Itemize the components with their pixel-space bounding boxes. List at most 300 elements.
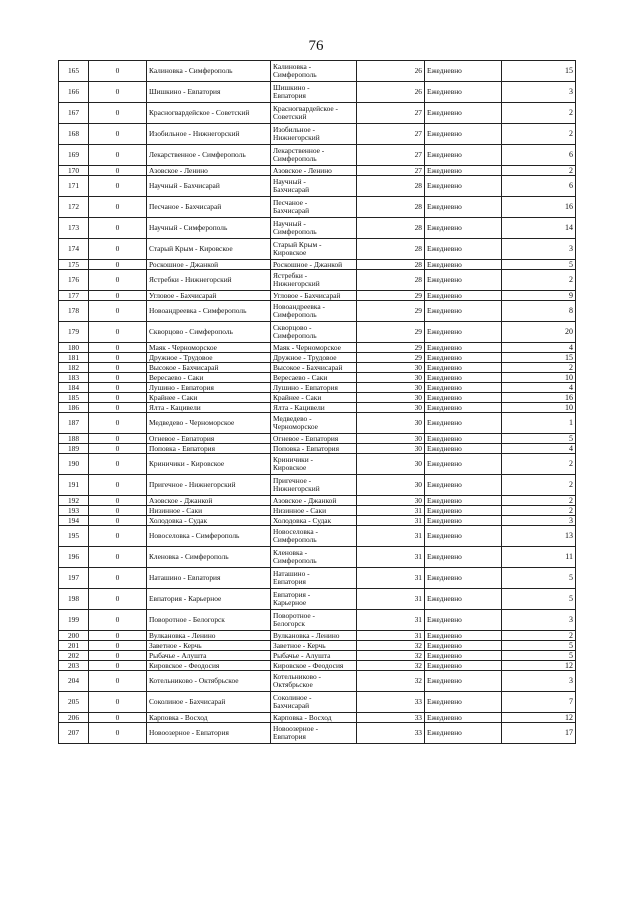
trips-cell: 13 — [502, 526, 576, 547]
distance-cell: 28 — [357, 176, 425, 197]
route-name-cell: Калиновка - Симферополь — [147, 61, 271, 82]
stops-line: Вересаево - Саки — [273, 372, 328, 382]
frequency-cell: Ежедневно — [425, 651, 502, 661]
zero-cell: 0 — [89, 434, 147, 444]
stops-line: Кировское — [273, 463, 307, 472]
row-number-cell: 169 — [59, 145, 89, 166]
route-name-cell: Наташино - Евпатория — [147, 568, 271, 589]
stops-cell — [271, 506, 357, 516]
stops-cell — [271, 393, 357, 403]
trips-cell: 10 — [502, 403, 576, 413]
frequency-cell: Ежедневно — [425, 260, 502, 270]
distance-cell: 31 — [357, 610, 425, 631]
stops-line: Заветное - Керчь — [273, 640, 326, 650]
row-number-cell: 195 — [59, 526, 89, 547]
trips-cell: 5 — [502, 260, 576, 270]
stops-line: Криничики - — [273, 455, 314, 464]
route-name-cell: Заветное - Керчь — [147, 641, 271, 651]
stops-line: Новоозерное - — [273, 724, 319, 733]
stops-cell — [271, 413, 357, 434]
stops-cell — [271, 103, 357, 124]
stops-line: Ялта - Кацивели — [273, 402, 325, 412]
route-name-cell: Песчаное - Бахчисарай — [147, 197, 271, 218]
row-number-cell: 190 — [59, 454, 89, 475]
stops-line: Котельниково - — [273, 672, 321, 681]
zero-cell: 0 — [89, 526, 147, 547]
stops-line: Советский — [273, 112, 307, 121]
distance-cell: 31 — [357, 631, 425, 641]
stops-cell — [271, 166, 357, 176]
route-name-cell: Соколиное - Бахчисарай — [147, 692, 271, 713]
route-name-cell: Азовское - Ленино — [147, 166, 271, 176]
distance-cell: 33 — [357, 723, 425, 744]
stops-line: Поворотное - — [273, 611, 316, 620]
frequency-cell: Ежедневно — [425, 322, 502, 343]
table-row — [59, 610, 576, 631]
frequency-cell: Ежедневно — [425, 434, 502, 444]
frequency-cell: Ежедневно — [425, 661, 502, 671]
route-name-cell: Лушино - Евпатория — [147, 383, 271, 393]
table-row — [59, 454, 576, 475]
route-name-cell: Кировское - Феодосия — [147, 661, 271, 671]
route-name-cell: Научный - Бахчисарай — [147, 176, 271, 197]
trips-cell: 9 — [502, 291, 576, 301]
trips-cell: 5 — [502, 568, 576, 589]
table-row — [59, 373, 576, 383]
frequency-cell: Ежедневно — [425, 82, 502, 103]
stops-line: Симферополь — [273, 535, 317, 544]
stops-line: Кленовка - — [273, 548, 308, 557]
stops-line: Маяк - Черноморское — [273, 342, 341, 352]
route-name-cell: Крайнее - Саки — [147, 393, 271, 403]
row-number-cell: 177 — [59, 291, 89, 301]
route-name-cell: Вулкановка - Ленино — [147, 631, 271, 641]
frequency-cell: Ежедневно — [425, 454, 502, 475]
stops-line: Научный - — [273, 177, 306, 186]
table-row — [59, 403, 576, 413]
route-name-cell: Высокое - Бахчисарай — [147, 363, 271, 373]
distance-cell: 27 — [357, 103, 425, 124]
frequency-cell: Ежедневно — [425, 526, 502, 547]
row-number-cell: 178 — [59, 301, 89, 322]
table-row — [59, 343, 576, 353]
row-number-cell: 204 — [59, 671, 89, 692]
trips-cell: 2 — [502, 124, 576, 145]
frequency-cell: Ежедневно — [425, 145, 502, 166]
distance-cell: 30 — [357, 444, 425, 454]
distance-cell: 29 — [357, 301, 425, 322]
frequency-cell: Ежедневно — [425, 631, 502, 641]
row-number-cell: 206 — [59, 713, 89, 723]
stops-line: Симферополь — [273, 331, 317, 340]
route-name-cell: Пригечное - Нижнегорский — [147, 475, 271, 496]
table-row — [59, 383, 576, 393]
table-row — [59, 82, 576, 103]
stops-cell — [271, 692, 357, 713]
table-row — [59, 270, 576, 291]
trips-cell: 6 — [502, 176, 576, 197]
trips-cell: 10 — [502, 373, 576, 383]
stops-line: Шишкино - — [273, 83, 310, 92]
frequency-cell: Ежедневно — [425, 61, 502, 82]
stops-line: Черноморское — [273, 422, 318, 431]
stops-line: Карповка - Восход — [273, 712, 332, 722]
trips-cell: 2 — [502, 363, 576, 373]
trips-cell: 3 — [502, 516, 576, 526]
row-number-cell: 181 — [59, 353, 89, 363]
trips-cell: 14 — [502, 218, 576, 239]
stops-line: Скворцово - — [273, 323, 312, 332]
stops-cell — [271, 454, 357, 475]
zero-cell: 0 — [89, 671, 147, 692]
frequency-cell: Ежедневно — [425, 403, 502, 413]
stops-line: Симферополь — [273, 227, 317, 236]
distance-cell: 30 — [357, 373, 425, 383]
frequency-cell: Ежедневно — [425, 383, 502, 393]
route-name-cell: Новоандреевка - Симферополь — [147, 301, 271, 322]
zero-cell: 0 — [89, 661, 147, 671]
route-name-cell: Изобильное - Нижнегорский — [147, 124, 271, 145]
zero-cell: 0 — [89, 723, 147, 744]
stops-cell — [271, 610, 357, 631]
stops-line: Холодовка - Судак — [273, 515, 332, 525]
frequency-cell: Ежедневно — [425, 393, 502, 403]
stops-line: Медведево - — [273, 414, 312, 423]
stops-line: Лекарственное - — [273, 146, 325, 155]
row-number-cell: 170 — [59, 166, 89, 176]
zero-cell: 0 — [89, 176, 147, 197]
frequency-cell: Ежедневно — [425, 444, 502, 454]
route-name-cell: Шишкино - Евпатория — [147, 82, 271, 103]
stops-cell — [271, 353, 357, 363]
stops-cell — [271, 270, 357, 291]
frequency-cell: Ежедневно — [425, 671, 502, 692]
stops-cell — [271, 373, 357, 383]
distance-cell: 30 — [357, 496, 425, 506]
zero-cell: 0 — [89, 363, 147, 373]
frequency-cell: Ежедневно — [425, 568, 502, 589]
trips-cell: 16 — [502, 197, 576, 218]
stops-cell — [271, 197, 357, 218]
route-name-cell: Ялта - Кацивели — [147, 403, 271, 413]
zero-cell: 0 — [89, 516, 147, 526]
frequency-cell: Ежедневно — [425, 516, 502, 526]
table-row — [59, 547, 576, 568]
route-name-cell: Скворцово - Симферополь — [147, 322, 271, 343]
trips-cell: 15 — [502, 353, 576, 363]
frequency-cell: Ежедневно — [425, 353, 502, 363]
zero-cell: 0 — [89, 496, 147, 506]
trips-cell: 7 — [502, 692, 576, 713]
route-name-cell: Маяк - Черноморское — [147, 343, 271, 353]
stops-line: Угловое - Бахчисарай — [273, 290, 341, 300]
frequency-cell: Ежедневно — [425, 176, 502, 197]
table-row — [59, 692, 576, 713]
frequency-cell: Ежедневно — [425, 270, 502, 291]
stops-line: Низинное - Саки — [273, 505, 327, 515]
stops-cell — [271, 713, 357, 723]
trips-cell: 2 — [502, 506, 576, 516]
stops-line: Научный - — [273, 219, 306, 228]
stops-cell — [271, 291, 357, 301]
table-row — [59, 713, 576, 723]
distance-cell: 30 — [357, 363, 425, 373]
stops-cell — [271, 434, 357, 444]
stops-line: Евпатория — [273, 91, 306, 100]
trips-cell: 2 — [502, 454, 576, 475]
zero-cell: 0 — [89, 103, 147, 124]
stops-line: Бахчисарай — [273, 185, 310, 194]
zero-cell: 0 — [89, 239, 147, 260]
distance-cell: 28 — [357, 260, 425, 270]
row-number-cell: 166 — [59, 82, 89, 103]
stops-cell — [271, 343, 357, 353]
stops-cell — [271, 568, 357, 589]
stops-line: Высокое - Бахчисарай — [273, 362, 343, 372]
route-name-cell: Научный - Симферополь — [147, 218, 271, 239]
stops-line: Рыбачье - Алушта — [273, 650, 331, 660]
zero-cell: 0 — [89, 82, 147, 103]
distance-cell: 32 — [357, 651, 425, 661]
stops-cell — [271, 475, 357, 496]
row-number-cell: 196 — [59, 547, 89, 568]
frequency-cell: Ежедневно — [425, 103, 502, 124]
stops-line: Белогорск — [273, 619, 306, 628]
stops-line: Евпатория - — [273, 590, 311, 599]
distance-cell: 27 — [357, 124, 425, 145]
zero-cell: 0 — [89, 260, 147, 270]
route-name-cell: Рыбачье - Алушта — [147, 651, 271, 661]
stops-line: Октябрьское — [273, 680, 313, 689]
table-row — [59, 353, 576, 363]
stops-line: Дружное - Трудовое — [273, 352, 337, 362]
zero-cell: 0 — [89, 713, 147, 723]
stops-cell — [271, 61, 357, 82]
stops-cell — [271, 260, 357, 270]
row-number-cell: 167 — [59, 103, 89, 124]
route-name-cell: Поповка - Евпатория — [147, 444, 271, 454]
distance-cell: 29 — [357, 353, 425, 363]
distance-cell: 31 — [357, 568, 425, 589]
row-number-cell: 180 — [59, 343, 89, 353]
stops-cell — [271, 239, 357, 260]
table-row — [59, 631, 576, 641]
table-row — [59, 516, 576, 526]
stops-line: Симферополь — [273, 70, 317, 79]
stops-line: Старый Крым - — [273, 240, 322, 249]
stops-line: Нижнегорский — [273, 279, 320, 288]
route-name-cell: Угловое - Бахчисарай — [147, 291, 271, 301]
distance-cell: 30 — [357, 383, 425, 393]
table-row — [59, 661, 576, 671]
table-row — [59, 641, 576, 651]
stops-line: Бахчисарай — [273, 701, 310, 710]
table-row — [59, 475, 576, 496]
frequency-cell: Ежедневно — [425, 218, 502, 239]
stops-cell — [271, 631, 357, 641]
trips-cell: 2 — [502, 631, 576, 641]
trips-cell: 5 — [502, 641, 576, 651]
row-number-cell: 207 — [59, 723, 89, 744]
route-name-cell: Кленовка - Симферополь — [147, 547, 271, 568]
distance-cell: 30 — [357, 454, 425, 475]
route-name-cell: Котельниково - Октябрьское — [147, 671, 271, 692]
stops-line: Наташино - — [273, 569, 310, 578]
zero-cell: 0 — [89, 568, 147, 589]
zero-cell: 0 — [89, 444, 147, 454]
route-name-cell: Ястребки - Нижнегорский — [147, 270, 271, 291]
zero-cell: 0 — [89, 589, 147, 610]
distance-cell: 32 — [357, 661, 425, 671]
zero-cell: 0 — [89, 692, 147, 713]
stops-line: Симферополь — [273, 310, 317, 319]
frequency-cell: Ежедневно — [425, 301, 502, 322]
distance-cell: 31 — [357, 506, 425, 516]
table-row — [59, 393, 576, 403]
route-name-cell: Старый Крым - Кировское — [147, 239, 271, 260]
route-name-cell: Вересаево - Саки — [147, 373, 271, 383]
route-name-cell: Красногвардейское - Советский — [147, 103, 271, 124]
table-row — [59, 197, 576, 218]
frequency-cell: Ежедневно — [425, 610, 502, 631]
stops-cell — [271, 516, 357, 526]
zero-cell: 0 — [89, 610, 147, 631]
stops-cell — [271, 403, 357, 413]
trips-cell: 4 — [502, 343, 576, 353]
trips-cell: 5 — [502, 434, 576, 444]
row-number-cell: 182 — [59, 363, 89, 373]
zero-cell: 0 — [89, 270, 147, 291]
stops-cell — [271, 82, 357, 103]
row-number-cell: 192 — [59, 496, 89, 506]
route-name-cell: Криничики - Кировское — [147, 454, 271, 475]
row-number-cell: 176 — [59, 270, 89, 291]
stops-line: Новоандреевка - — [273, 302, 325, 311]
zero-cell: 0 — [89, 413, 147, 434]
row-number-cell: 198 — [59, 589, 89, 610]
table-row — [59, 526, 576, 547]
zero-cell: 0 — [89, 343, 147, 353]
route-name-cell: Евпатория - Карьерное — [147, 589, 271, 610]
route-name-cell: Лекарственное - Симферополь — [147, 145, 271, 166]
row-number-cell: 202 — [59, 651, 89, 661]
table-row — [59, 723, 576, 744]
zero-cell: 0 — [89, 506, 147, 516]
stops-cell — [271, 661, 357, 671]
stops-line: Симферополь — [273, 556, 317, 565]
distance-cell: 30 — [357, 393, 425, 403]
trips-cell: 6 — [502, 145, 576, 166]
row-number-cell: 191 — [59, 475, 89, 496]
trips-cell: 5 — [502, 589, 576, 610]
row-number-cell: 197 — [59, 568, 89, 589]
distance-cell: 29 — [357, 322, 425, 343]
table-row — [59, 496, 576, 506]
distance-cell: 28 — [357, 239, 425, 260]
stops-line: Нижнегорский — [273, 133, 320, 142]
row-number-cell: 168 — [59, 124, 89, 145]
frequency-cell: Ежедневно — [425, 589, 502, 610]
stops-line: Ястребки - — [273, 271, 308, 280]
route-name-cell: Огневое - Евпатория — [147, 434, 271, 444]
frequency-cell: Ежедневно — [425, 723, 502, 744]
route-name-cell: Низинное - Саки — [147, 506, 271, 516]
row-number-cell: 188 — [59, 434, 89, 444]
zero-cell: 0 — [89, 322, 147, 343]
stops-line: Кировское — [273, 248, 307, 257]
table-row — [59, 589, 576, 610]
table-row — [59, 568, 576, 589]
zero-cell: 0 — [89, 373, 147, 383]
stops-line: Евпатория — [273, 732, 306, 741]
zero-cell: 0 — [89, 641, 147, 651]
table-row — [59, 260, 576, 270]
stops-line: Нижнегорский — [273, 484, 320, 493]
row-number-cell: 185 — [59, 393, 89, 403]
distance-cell: 26 — [357, 61, 425, 82]
trips-cell: 3 — [502, 239, 576, 260]
table-row — [59, 322, 576, 343]
stops-line: Огневое - Евпатория — [273, 433, 339, 443]
trips-cell: 16 — [502, 393, 576, 403]
table-row — [59, 413, 576, 434]
stops-cell — [271, 589, 357, 610]
route-name-cell: Холодовка - Судак — [147, 516, 271, 526]
stops-line: Калиновка - — [273, 62, 312, 71]
table-row — [59, 124, 576, 145]
stops-cell — [271, 363, 357, 373]
table-row — [59, 434, 576, 444]
frequency-cell: Ежедневно — [425, 197, 502, 218]
zero-cell: 0 — [89, 145, 147, 166]
distance-cell: 28 — [357, 197, 425, 218]
frequency-cell: Ежедневно — [425, 166, 502, 176]
zero-cell: 0 — [89, 353, 147, 363]
stops-cell — [271, 218, 357, 239]
zero-cell: 0 — [89, 393, 147, 403]
zero-cell: 0 — [89, 475, 147, 496]
trips-cell: 3 — [502, 671, 576, 692]
row-number-cell: 184 — [59, 383, 89, 393]
row-number-cell: 173 — [59, 218, 89, 239]
zero-cell: 0 — [89, 166, 147, 176]
stops-line: Пригечное - — [273, 476, 312, 485]
frequency-cell: Ежедневно — [425, 239, 502, 260]
stops-line: Евпатория — [273, 577, 306, 586]
route-name-cell: Новоселовка - Симферополь — [147, 526, 271, 547]
stops-line: Песчаное - — [273, 198, 308, 207]
row-number-cell: 183 — [59, 373, 89, 383]
row-number-cell: 165 — [59, 61, 89, 82]
table-row — [59, 291, 576, 301]
trips-cell: 1 — [502, 413, 576, 434]
row-number-cell: 186 — [59, 403, 89, 413]
trips-cell: 8 — [502, 301, 576, 322]
stops-cell — [271, 671, 357, 692]
frequency-cell: Ежедневно — [425, 506, 502, 516]
distance-cell: 27 — [357, 166, 425, 176]
row-number-cell: 193 — [59, 506, 89, 516]
frequency-cell: Ежедневно — [425, 363, 502, 373]
distance-cell: 31 — [357, 547, 425, 568]
row-number-cell: 179 — [59, 322, 89, 343]
route-name-cell: Новоозерное - Евпатория — [147, 723, 271, 744]
zero-cell: 0 — [89, 454, 147, 475]
table-row — [59, 363, 576, 373]
table-row — [59, 166, 576, 176]
distance-cell: 32 — [357, 641, 425, 651]
route-name-cell: Карповка - Восход — [147, 713, 271, 723]
